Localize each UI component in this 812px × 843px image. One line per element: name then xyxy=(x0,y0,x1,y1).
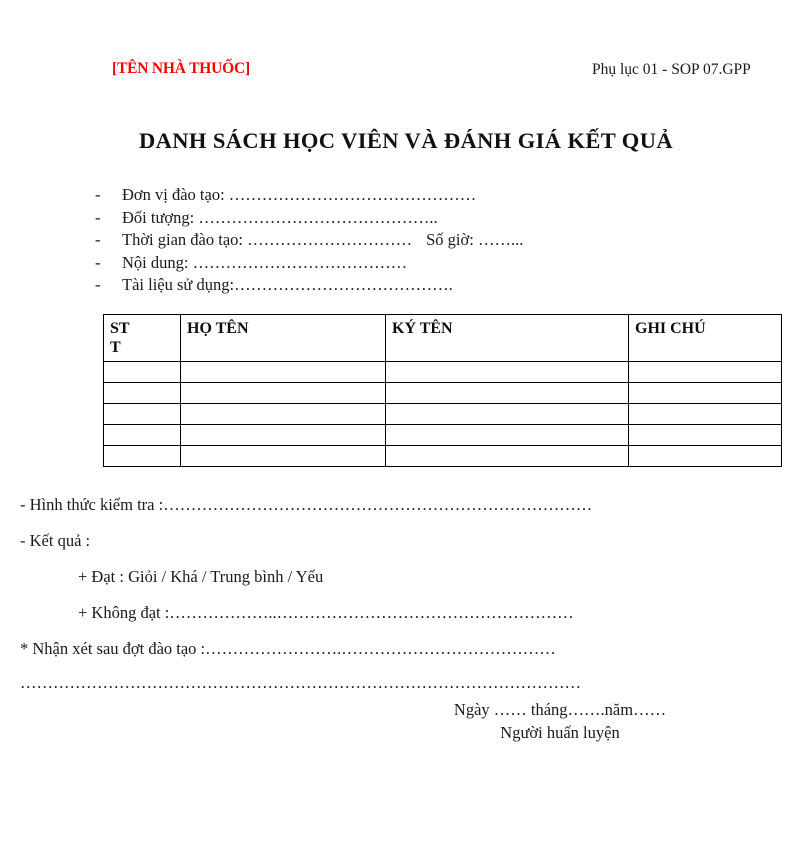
exam-form-line[interactable]: - Hình thức kiểm tra :…………………………………………………………………… xyxy=(20,495,593,514)
result-label-line: - Kết quả : xyxy=(20,531,91,550)
field-training-unit xyxy=(122,185,476,205)
field-dots-training-time[interactable]: ………………………… xyxy=(247,230,413,249)
field-label-audience: Đối tượng: xyxy=(122,207,195,227)
page-title: DANH SÁCH HỌC VIÊN VÀ ĐÁNH GIÁ KẾT QUẢ xyxy=(138,128,674,153)
signature-role-label: Người huấn luyện xyxy=(500,723,620,742)
field-dots-materials[interactable]: …………………………………. xyxy=(234,275,453,294)
column-header-stt xyxy=(104,315,181,362)
cell-stt[interactable] xyxy=(104,383,181,404)
document-header xyxy=(0,60,812,86)
bullet-dash: - xyxy=(95,230,101,249)
column-header-fullname: HỌ TÊN xyxy=(181,315,386,362)
field-label-training-time: Thời gian đào tạo: xyxy=(122,230,243,249)
cell-notes[interactable] xyxy=(629,425,782,446)
bullet-dash: - xyxy=(95,275,101,294)
cell-signature[interactable] xyxy=(386,425,629,446)
field-row-materials xyxy=(0,275,812,298)
cell-signature[interactable] xyxy=(386,362,629,383)
bullet-dash: - xyxy=(95,185,101,204)
field-label-content: Nội dung: xyxy=(122,252,189,272)
field-dots-content[interactable]: ………………………………… xyxy=(192,252,408,272)
cell-signature[interactable] xyxy=(386,446,629,467)
post-training-remarks-continuation[interactable]: ………………………………………………………………………………………… xyxy=(20,673,581,692)
field-label-training-unit: Đơn vị đào tạo: xyxy=(122,185,225,204)
field-materials xyxy=(122,275,453,295)
cell-fullname[interactable] xyxy=(181,446,386,467)
training-info-fields xyxy=(0,185,812,298)
cell-fullname[interactable] xyxy=(181,383,386,404)
signature-date-line[interactable]: Ngày …… tháng…….năm…… xyxy=(453,700,667,719)
student-roster-table xyxy=(103,314,782,467)
table-header-row xyxy=(104,315,782,362)
cell-stt[interactable] xyxy=(104,404,181,425)
cell-signature[interactable] xyxy=(386,404,629,425)
field-audience xyxy=(122,208,438,228)
cell-notes[interactable] xyxy=(629,383,782,404)
table-row[interactable] xyxy=(104,425,782,446)
table-row[interactable] xyxy=(104,362,782,383)
column-header-notes: GHI CHÚ xyxy=(629,315,782,362)
bullet-dash: - xyxy=(95,252,101,272)
field-row-content xyxy=(0,253,812,276)
cell-notes[interactable] xyxy=(629,404,782,425)
column-header-signature: KÝ TÊN xyxy=(386,315,629,362)
assessment-section xyxy=(0,495,812,707)
field-row-audience xyxy=(0,208,812,231)
cell-fullname[interactable] xyxy=(181,362,386,383)
cell-stt[interactable] xyxy=(104,425,181,446)
organization-name-placeholder: [TÊN NHÀ THUỐC] xyxy=(112,60,250,77)
bullet-dash: - xyxy=(95,207,101,227)
table-row[interactable] xyxy=(104,383,782,404)
field-content xyxy=(122,253,407,273)
field-training-time xyxy=(122,230,523,250)
result-pass-line[interactable]: + Đạt : Giỏi / Khá / Trung bình / Yếu xyxy=(78,567,324,586)
cell-fullname[interactable] xyxy=(181,425,386,446)
post-training-remarks-line[interactable]: * Nhận xét sau đợt đào tạo :…………………….………………………………… xyxy=(20,639,556,658)
field-label-materials: Tài liệu sử dụng: xyxy=(122,275,235,294)
cell-notes[interactable] xyxy=(629,446,782,467)
table-row[interactable] xyxy=(104,404,782,425)
column-header-stt-label: STT xyxy=(110,320,130,356)
result-fail-line[interactable]: + Không đạt :………………..……………………………………………… xyxy=(78,603,574,622)
field-row-training-unit xyxy=(0,185,812,208)
cell-fullname[interactable] xyxy=(181,404,386,425)
field-dots-training-unit[interactable]: ……………………………………… xyxy=(228,185,477,204)
field-label-hours: Số giờ: xyxy=(426,230,474,249)
cell-stt[interactable] xyxy=(104,362,181,383)
field-dots-hours[interactable]: ……... xyxy=(477,230,524,249)
table-row[interactable] xyxy=(104,446,782,467)
field-dots-audience[interactable]: …………………………………….. xyxy=(198,207,438,227)
table-body xyxy=(104,362,782,467)
cell-notes[interactable] xyxy=(629,362,782,383)
field-row-training-time xyxy=(0,230,812,253)
cell-stt[interactable] xyxy=(104,446,181,467)
signature-block xyxy=(380,698,740,744)
cell-signature[interactable] xyxy=(386,383,629,404)
document-reference-code: Phụ lục 01 - SOP 07.GPP xyxy=(592,61,751,78)
